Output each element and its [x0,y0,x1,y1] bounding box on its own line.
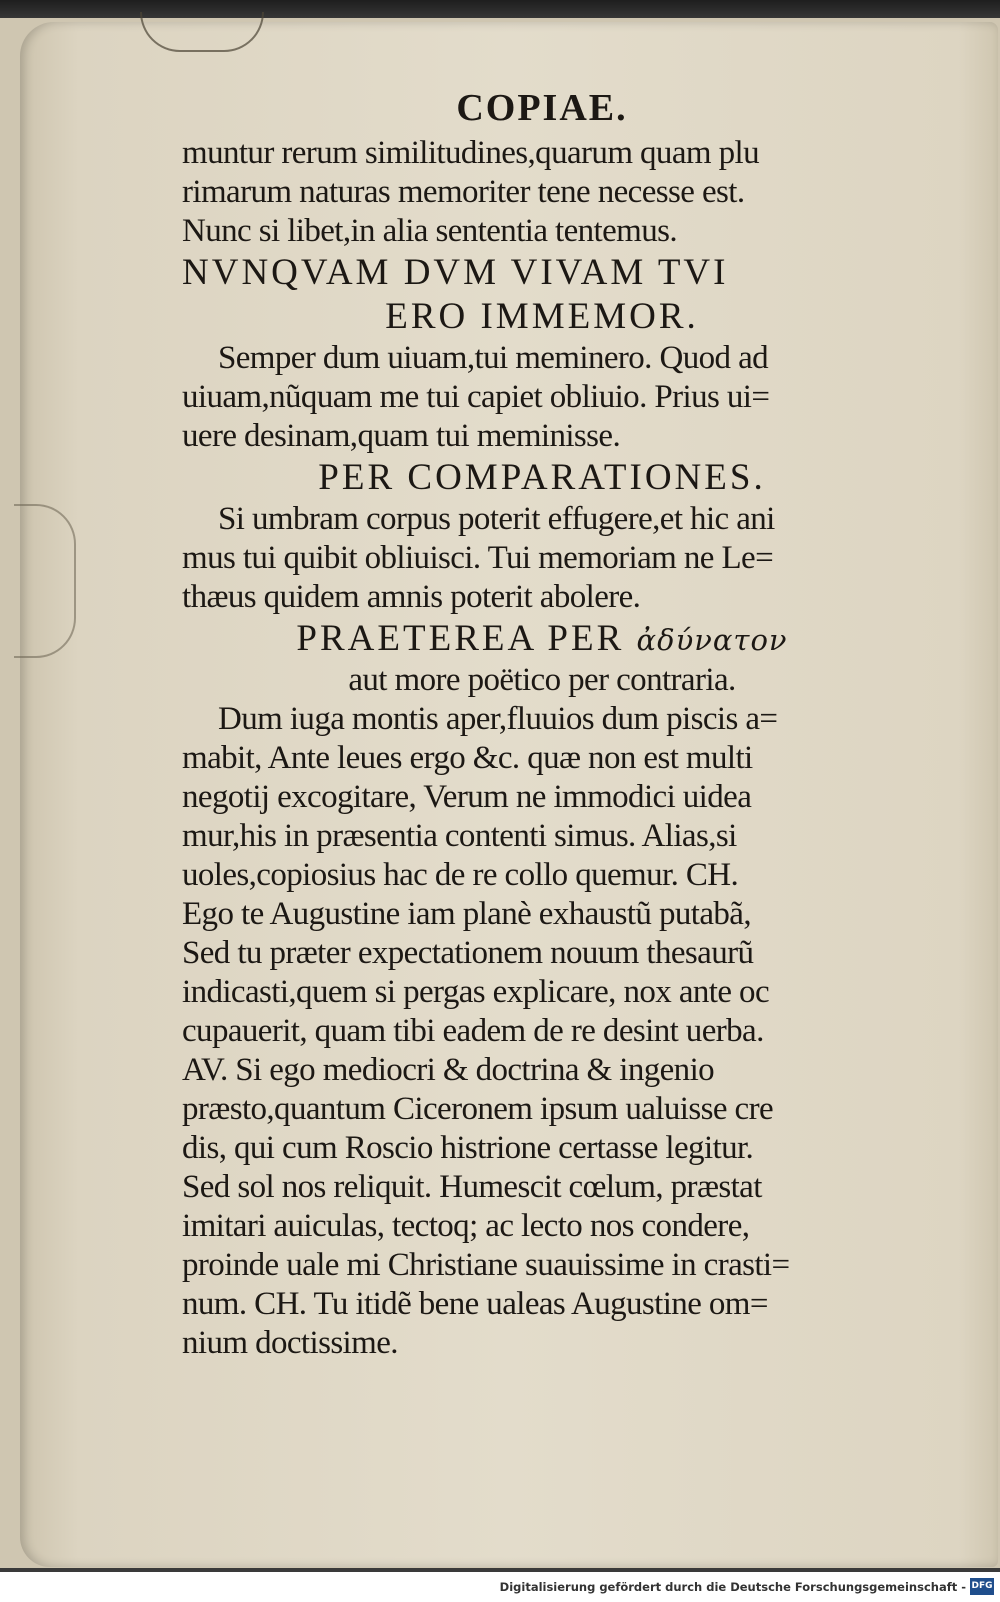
clasp-mark-top [140,12,264,52]
text-line: uoles,copiosius hac de re collo quemur. CH. [182,857,739,893]
footer-credit: Digitalisierung gefördert durch die Deutsche Forschungsgemeinschaft - [499,1580,966,1594]
text-line: proinde uale mi Christiane suauissime in crasti= [182,1247,790,1283]
text-line: Dum iuga montis aper,fluuios dum piscis a= [218,701,778,737]
digitization-footer [0,1572,1000,1602]
running-head: COPIAE. [456,87,628,129]
text-line: imitari auiculas, tectoq; ac lecto nos condere, [182,1208,750,1244]
section-heading: PER COMPARATIONES. [318,457,766,498]
text-line: Sed tu præter expectationem nouum thesaurũ [182,935,754,971]
text-line: Si umbram corpus poterit effugere,et hic ani [218,501,775,537]
text-line: rimarum naturas memoriter tene necesse est. [182,174,745,210]
text-line: Sed sol nos reliquit. Humescit cœlum, præstat [182,1169,762,1205]
section-heading: NVNQVAM DVM VIVAM TVI [182,252,729,293]
text-line: AV. Si ego mediocri & doctrina & ingenio [182,1052,715,1088]
page-text [182,82,902,1363]
text-line: negotij excogitare, Verum ne immodici uidea [182,779,752,815]
text-line: indicasti,quem si pergas explicare, nox ante oc [182,974,769,1010]
text-line: mabit, Ante leues ergo &c. quæ non est multi [182,740,753,776]
text-line: thæus quidem amnis poterit abolere. [182,579,641,615]
text-line: dis, qui cum Roscio histrione certasse legitur. [182,1130,754,1166]
section-heading [182,617,902,661]
section-heading: ERO IMMEMOR. [385,296,699,337]
text-line: mus tui quibit obliuisci. Tui memoriam ne Le= [182,540,774,576]
heading-caps: PRAETEREA PER [296,618,625,659]
text-line: mur,his in præsentia contenti simus. Alias,si [182,818,737,854]
text-line: uiuam,nũquam me tui capiet obliuio. Prius ui= [182,379,770,415]
text-line: Ego te Augustine iam planè exhaustũ putabã, [182,896,751,932]
text-line: Nunc si libet,in alia sententia tentemus. [182,213,678,249]
greek-word: ἀδύνατον [636,623,788,657]
text-line: uere desinam,quam tui meminisse. [182,418,621,454]
text-line: præsto,quantum Ciceronem ipsum ualuisse cre [182,1091,774,1127]
text-line: nium doctissime. [182,1325,398,1361]
text-line: num. CH. Tu itidẽ bene ualeas Augustine om= [182,1286,768,1322]
clasp-mark-left [14,504,76,658]
text-line: cupauerit, quam tibi eadem de re desint uerba. [182,1013,764,1049]
section-subheading: aut more poëtico per contraria. [348,662,736,698]
text-line: muntur rerum similitudines,quarum quam plu [182,135,759,171]
text-line: Semper dum uiuam,tui meminero. Quod ad [218,340,769,376]
dfg-logo: DFG [970,1578,994,1595]
